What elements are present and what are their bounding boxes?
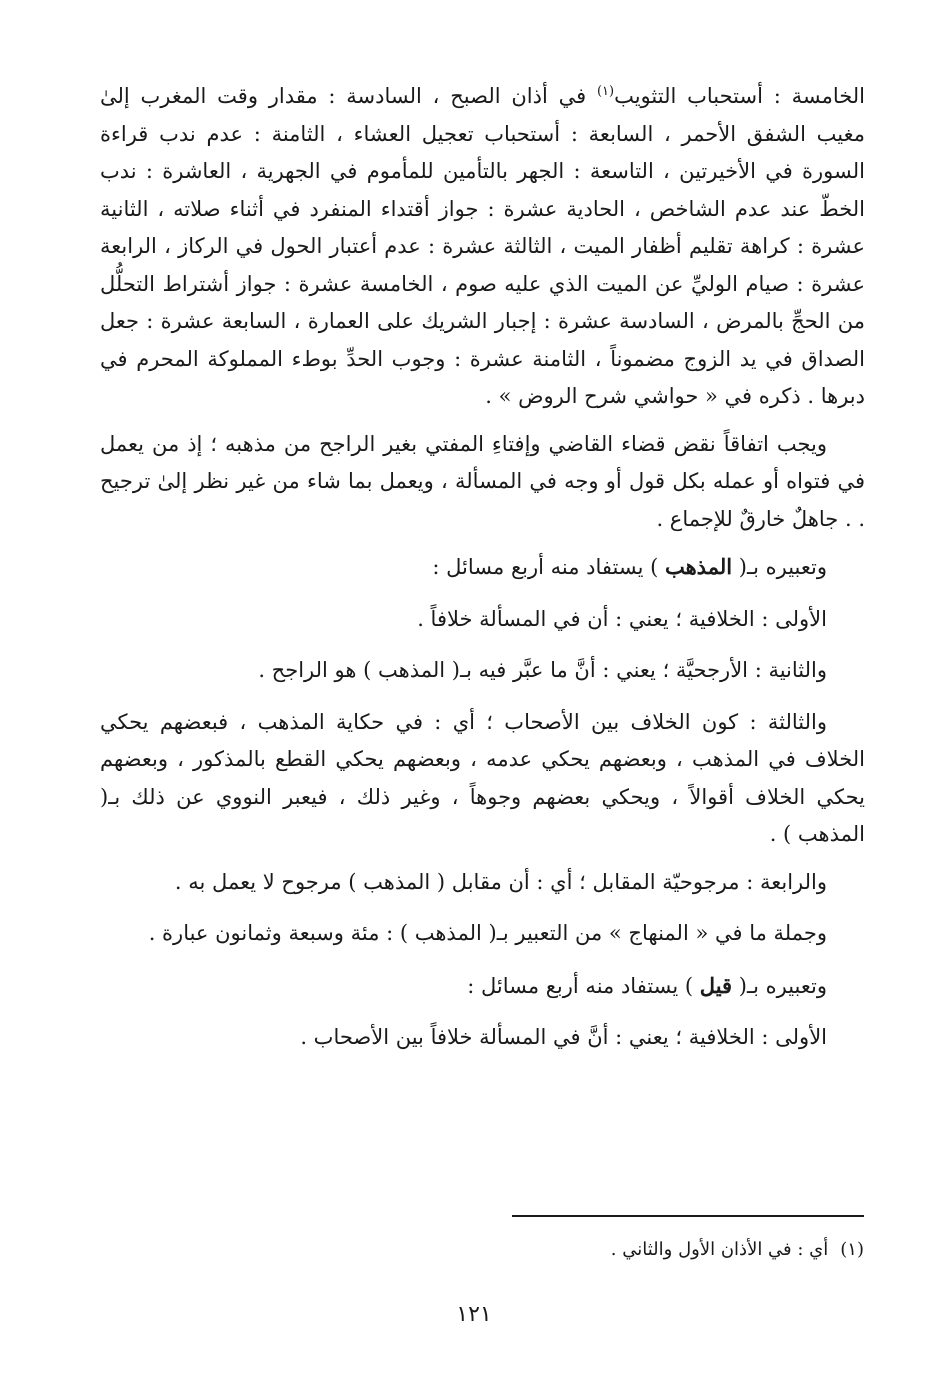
paragraph-9-text-b: ) يستفاد منه أربع مسائل :	[467, 973, 700, 998]
paragraph-5: والثانية : الأرجحيَّة ؛ يعني : أنَّ ما عبَّر فيه بـ( المذهب ) هو الراجح .	[258, 658, 827, 682]
term-qila: قيل	[699, 972, 733, 998]
footnote-divider	[512, 1215, 864, 1217]
paragraph-9-text-a: وتعبيره بـ(	[732, 973, 827, 998]
paragraph-1-text-b: في أذان الصبح ، السادسة : مقدار وقت المغرب إلىٰ مغيب الشفق الأحمر ، السابعة : أستحباب تعجيل العشاء ، الثامنة : عدم ندب قراءة السورة في الأخيرتين ، التاسعة : الجهر بالتأمين للمأموم في الجهرية ، العاشرة : ندب الخطّ عند عدم الشاخص ، الحادية عشرة : جواز أقتداء المنفرد في أثناء صلاته ، الثانية عشرة : كراهة تقليم أظفار الميت ، الثالثة عشرة : عدم أعتبار الحول في الركاز ، الرابعة عشرة : صيام الوليِّ عن الميت الذي عليه صوم ، الخامسة عشرة : جواز أشتراط التحلُّل من الحجِّ بالمرض ، السادسة عشرة : إجبار الشريك على العمارة ، السابعة عشرة : جعل الصداق في يد الزوج مضموناً ، الثامنة عشرة : وجوب الحدِّ بوطء المملوكة المحرم في دبرها . ذكره في « حواشي شرح الروض » .	[100, 84, 865, 408]
footnote-number: (١)	[840, 1239, 864, 1260]
paragraph-1-text-a: الخامسة : أستحباب التثويب	[614, 84, 866, 108]
page-body	[100, 78, 865, 1071]
paragraph-8: وجملة ما في « المنهاج » من التعبير بـ( المذهب ) : مئة وسبعة وثمانون عبارة .	[148, 921, 827, 945]
term-madhhab: المذهب	[664, 554, 733, 579]
paragraph-1	[100, 78, 865, 416]
paragraph-4: الأولى : الخلافية ؛ يعني : أن في المسألة خلافاً .	[417, 606, 827, 631]
footnote-marker[interactable]: (١)	[596, 84, 615, 99]
paragraph-9	[100, 967, 865, 1006]
paragraph-10: الأولى : الخلافية ؛ يعني : أنَّ في المسألة خلافاً بين الأصحاب .	[300, 1025, 827, 1049]
page-number: ١٢١	[456, 1302, 492, 1327]
paragraph-3-text-a: وتعبيره بـ(	[732, 555, 827, 579]
paragraph-3-text-b: ) يستفاد منه أربع مسائل :	[432, 555, 665, 579]
paragraph-2: ويجب اتفاقاً نقض قضاء القاضي وإفتاءِ المفتي بغير الراجح من مذهبه ؛ إذ من يعمل في فتواه أو عمله بكل قول أو وجه في المسألة ، ويعمل بما شاء من غير نظر إلىٰ ترجيح . . جاهلٌ خارقٌ للإجماع .	[100, 431, 865, 531]
footnote-text: أي : في الأذان الأول والثاني .	[610, 1239, 829, 1260]
paragraph-3	[100, 548, 865, 587]
footnote	[364, 1236, 864, 1264]
paragraph-6: والثالثة : كون الخلاف بين الأصحاب ؛ أي : في حكاية المذهب ، فبعضهم يحكي الخلاف في المذهب ، وبعضهم يحكي عدمه ، وبعضهم يحكي القطع بالمذكور ، وبعضهم يحكي الخلاف أقوالاً ، ويحكي بعضهم وجوهاً ، وغير ذلك ، فيعبر النووي عن ذلك بـ( المذهب ) .	[100, 709, 865, 846]
paragraph-7: والرابعة : مرجوحيّة المقابل ؛ أي : أن مقابل ( المذهب ) مرجوح لا يعمل به .	[174, 869, 827, 894]
